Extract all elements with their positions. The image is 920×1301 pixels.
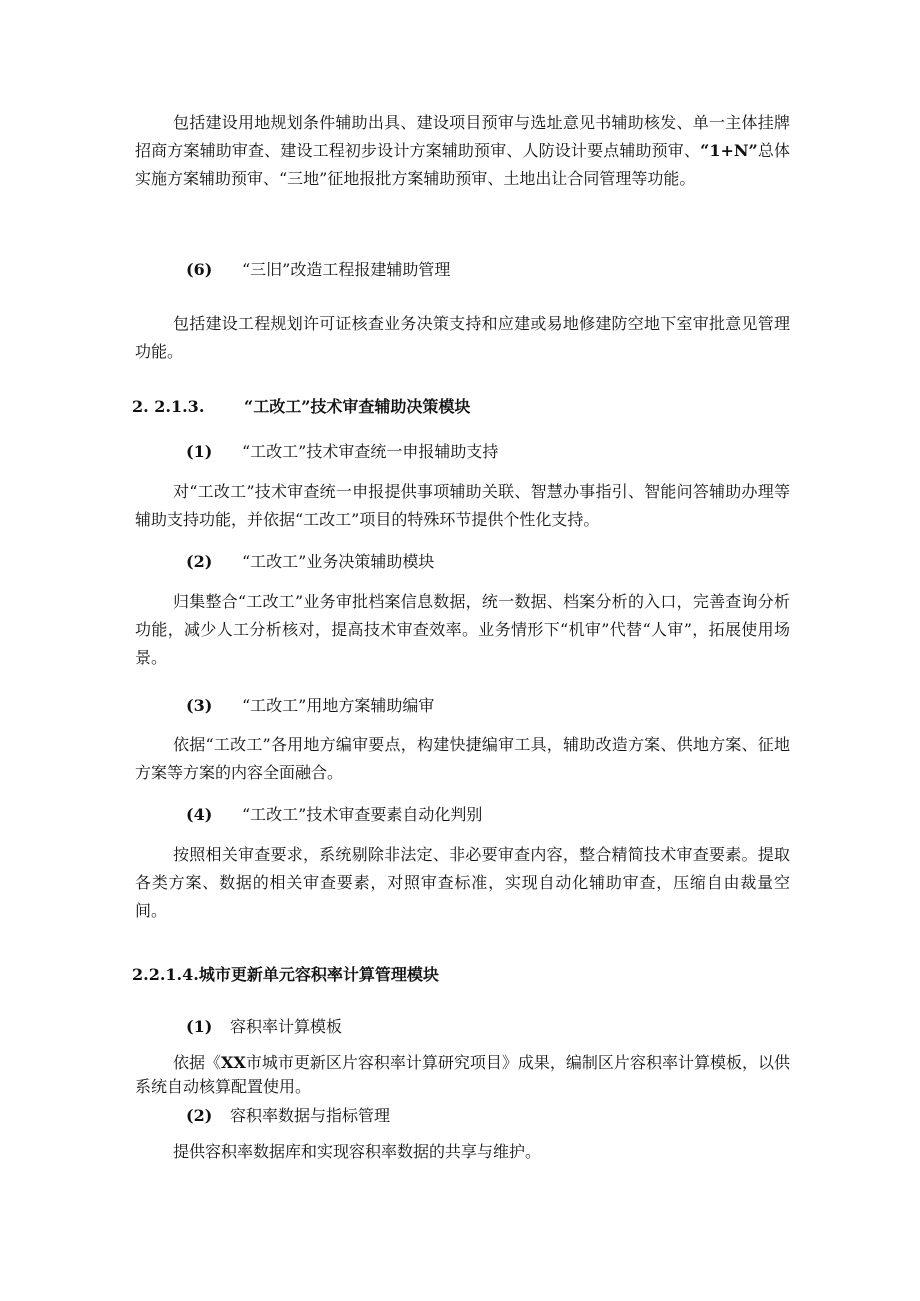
section-214-heading (132, 961, 439, 989)
t1-title: 容积率计算模板 (230, 1017, 343, 1036)
s3-text: 依据“工改工”各用地方编审要点，构建快捷编审工具，辅助改造方案、供地方案、征地方案等方案的内容全面融合。 (135, 735, 790, 782)
intro-text-1: 包括建设用地规划条件辅助出具、建设项目预审与选址意见书辅助核发、单一主体挂牌招商方案辅助审查、建设工程初步设计方案辅助预审、人防设计要点辅助预审、 (135, 113, 790, 160)
s2-paragraph (135, 588, 790, 672)
s2-text: 归集整合“工改工”业务审批档案信息数据，统一数据、档案分析的入口，完善查询分析功能，减少人工分析核对，提高技术审查效率。业务情形下“机审”代替“人审”，拓展使用场景。 (135, 592, 790, 667)
item6-paragraph (135, 310, 790, 366)
item6-number: (6) (186, 260, 213, 279)
intro-text-2: 总体实施方案辅助预审、“三地”征地报批方案辅助预审、土地出让合同管理等功能。 (135, 141, 790, 188)
t2-text: 提供容积率数据库和实现容积率数据的共享与维护。 (173, 1142, 542, 1161)
t2-title: 容积率数据与指标管理 (230, 1106, 391, 1125)
item6-text: 包括建设工程规划许可证核查业务决策支持和应建或易地修建防空地下室审批意见管理功能。 (135, 314, 790, 361)
t1-heading (186, 1013, 342, 1041)
s2-heading (186, 548, 434, 576)
s4-paragraph (135, 841, 790, 925)
section-213-heading (132, 393, 470, 421)
section-213-title: “工改工”技术审查辅助决策模块 (244, 397, 471, 416)
s3-paragraph (135, 731, 790, 787)
s1-paragraph (135, 478, 790, 534)
item6-heading (186, 256, 450, 284)
t2-heading (186, 1102, 390, 1130)
section-213-number: 2. 2.1.3. (132, 397, 205, 416)
s3-title: “工改工”用地方案辅助编审 (242, 696, 435, 715)
s1-heading (186, 438, 498, 466)
t2-paragraph (135, 1138, 790, 1166)
s4-number: (4) (186, 805, 213, 824)
t1-number: (1) (186, 1017, 213, 1036)
s3-number: (3) (186, 696, 213, 715)
s4-heading (186, 801, 482, 829)
t1-paragraph (135, 1051, 790, 1099)
s4-text: 按照相关审查要求，系统剔除非法定、非必要审查内容，整合精简技术审查要素。提取各类方案、数据的相关审查要素，对照审查标准，实现自动化辅助审查，压缩自由裁量空间。 (135, 845, 790, 920)
s2-title: “工改工”业务决策辅助模块 (242, 552, 435, 571)
t1-text-post: 市城市更新区片容积率计算研究项目》成果，编制区片容积率计算模板，以供系统自动核算配置使用。 (135, 1053, 790, 1096)
s3-heading (186, 692, 434, 720)
item6-title: “三旧”改造工程报建辅助管理 (242, 260, 451, 279)
s1-title: “工改工”技术审查统一申报辅助支持 (242, 442, 499, 461)
t2-number: (2) (186, 1106, 213, 1125)
s1-text: 对“工改工”技术审查统一申报提供事项辅助关联、智慧办事指引、智能问答辅助办理等辅助支持功能，并依据“工改工”项目的特殊环节提供个性化支持。 (135, 482, 790, 529)
intro-paragraph (135, 109, 790, 193)
s2-number: (2) (186, 552, 213, 571)
t1-bold-term: XX (221, 1053, 246, 1072)
s4-title: “工改工”技术审查要素自动化判别 (242, 805, 483, 824)
t1-text-pre: 依据《 (173, 1053, 222, 1072)
intro-bold-term: “1+N” (700, 141, 758, 160)
s1-number: (1) (186, 442, 213, 461)
section-214-title: 2.2.1.4.城市更新单元容积率计算管理模块 (132, 965, 439, 984)
